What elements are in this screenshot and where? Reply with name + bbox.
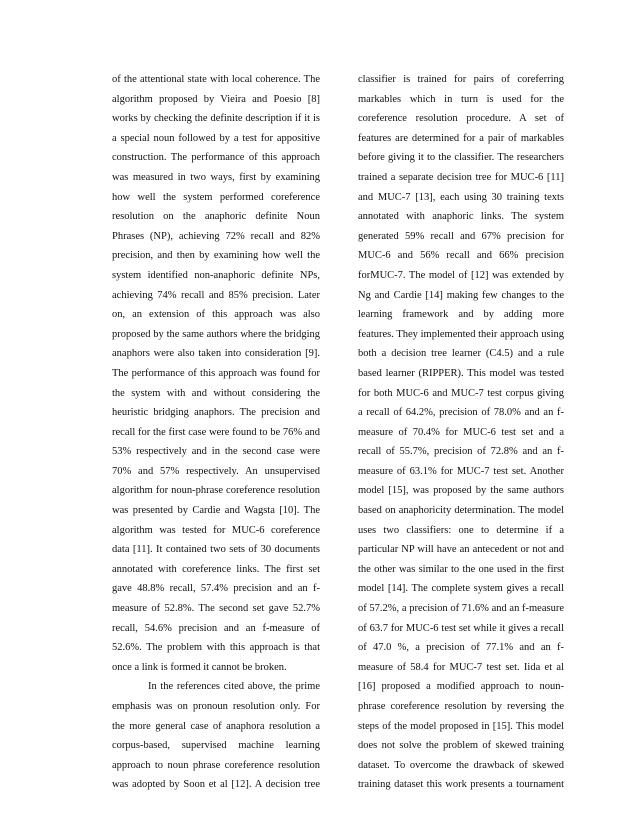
text-line: of 63.7 for MUC-6 test set while it gives a recall <box>358 622 564 634</box>
text-line: gave 48.8% recall, 57.4% precision and an f- <box>112 583 320 595</box>
text-line: proposed by the same authors where the bridging <box>112 328 320 340</box>
text-line: system identified non-anaphoric definite NPs, <box>112 269 320 281</box>
text-line: algorithm for noun-phrase coreference resolution <box>112 485 320 497</box>
text-line: trained a separate decision tree for MUC-6 [11] <box>358 171 564 183</box>
text-line: coreference resolution procedure. A set of <box>358 113 564 125</box>
text-line: data [11]. It contained two sets of 30 documents <box>112 544 320 556</box>
text-line: works by checking the definite description if it is <box>112 113 320 125</box>
text-line: once a link is formed it cannot be broken. <box>112 661 287 673</box>
text-line: Phrases (NP), achieving 72% recall and 82% <box>112 230 320 242</box>
text-line: measure of 58.4 for MUC-7 test set. Iida et al <box>358 661 564 673</box>
text-line: MUC-6 and 56% recall and 66% precision <box>358 250 564 262</box>
text-line: generated 59% recall and 67% precision for <box>358 230 564 242</box>
text-line: particular NP will have an antecedent or not and <box>358 544 564 556</box>
text-line: approach to noun phrase coreference resolution <box>112 759 320 771</box>
text-line: model [14]. The complete system gives a recall <box>358 583 564 595</box>
text-line: classifier is trained for pairs of coreferring <box>358 74 564 85</box>
text-line: based learner (RIPPER). This model was tested <box>358 367 564 379</box>
text-line: 70% and 57% respectively. An unsupervised <box>112 465 320 477</box>
text-line: construction. The performance of this approach <box>112 152 320 164</box>
text-line: for both MUC-6 and MUC-7 test corpus giving <box>358 387 564 399</box>
text-line: uses two classifiers: one to determine if a <box>358 524 564 536</box>
text-line: achieving 74% recall and 85% precision. Later <box>112 289 320 301</box>
text-line: learning framework and by adding more <box>358 309 564 321</box>
text-line: based on anaphoricity determination. The model <box>358 505 564 517</box>
text-line: [16] proposed a modified approach to noun- <box>358 681 564 693</box>
text-line: steps of the model proposed in [15]. This model <box>358 720 564 732</box>
text-line: annotated with coreference links. The first set <box>112 563 320 575</box>
text-line: emphasis was on pronoun resolution only. For <box>112 701 320 712</box>
text-line: recall, 54.6% precision and an f-measure of <box>112 622 320 634</box>
text-line: corpus-based, supervised machine learning <box>112 740 320 752</box>
text-line: a special noun followed by a test for appositive <box>112 132 320 144</box>
text-line: training dataset this work presents a tournament <box>358 779 564 791</box>
text-line: does not solve the problem of skewed training <box>358 740 564 752</box>
text-line: resolution on the anaphoric definite Noun <box>112 211 320 223</box>
text-line: features are determined for a pair of markables <box>358 132 564 144</box>
text-line: 53% respectively and in the second case were <box>112 446 320 458</box>
text-line: features. They implemented their approach using <box>358 328 564 340</box>
text-line: of 47.0 %, a precision of 77.1% and an f- <box>358 642 564 654</box>
text-line: recall of 55.7%, precision of 72.8% and an f- <box>358 446 564 458</box>
text-line: algorithm proposed by Vieira and Poesio [8] <box>112 93 320 105</box>
text-line: a recall of 64.2%, precision of 78.0% and an f- <box>358 407 564 419</box>
text-line: measure of 52.8%. The second set gave 52.7% <box>112 603 320 615</box>
text-line: The performance of this approach was found for <box>112 367 320 379</box>
text-line: precision, and then by examining how well the <box>112 250 320 262</box>
right-column <box>358 70 564 795</box>
text-line: and MUC-7 [13], each using 30 training texts <box>358 191 564 203</box>
text-line: In the references cited above, the prime <box>148 681 320 693</box>
text-line: the more general case of anaphora resolution a <box>112 720 320 732</box>
text-line: heuristic bridging anaphors. The precision and <box>112 407 320 419</box>
text-line: on, an extension of this approach was also <box>112 309 320 321</box>
text-line: of the attentional state with local coherence. The <box>112 74 320 85</box>
text-line: forMUC-7. The model of [12] was extended by <box>358 269 564 281</box>
text-line: algorithm was tested for MUC-6 coreference <box>112 524 320 536</box>
text-line: the other was similar to the one used in the first <box>358 563 564 575</box>
text-line: the system with and without considering the <box>112 387 320 399</box>
text-line: anaphors were also taken into consideration [9]. <box>112 348 320 360</box>
text-line: both a decision tree learner (C4.5) and a rule <box>358 348 564 360</box>
left-column <box>112 70 320 795</box>
text-line: measure of 70.4% for MUC-6 test set and a <box>358 426 564 438</box>
text-line: markables which in turn is used for the <box>358 93 564 105</box>
text-line: of 57.2%, a precision of 71.6% and an f-measure <box>358 603 564 615</box>
text-line: annotated with anaphoric links. The system <box>358 211 564 223</box>
text-line: Ng and Cardie [14] making few changes to the <box>358 289 564 301</box>
text-line: 52.6%. The problem with this approach is that <box>112 642 320 654</box>
text-line: dataset. To overcome the drawback of skewed <box>358 759 564 771</box>
text-line: phrase coreference resolution by reversing the <box>358 701 564 712</box>
text-line: how well the system performed coreference <box>112 191 320 203</box>
text-line: was presented by Cardie and Wagsta [10]. The <box>112 505 320 517</box>
text-line: recall for the first case were found to be 76% and <box>112 426 320 438</box>
text-line: model [15], was proposed by the same authors <box>358 485 564 497</box>
text-line: measure of 63.1% for MUC-7 test set. Another <box>358 465 564 477</box>
text-line: was measured in two ways, first by examining <box>112 171 320 183</box>
text-line: before giving it to the classifier. The researchers <box>358 152 564 164</box>
text-line: was adopted by Soon et al [12]. A decision tree <box>112 779 320 791</box>
